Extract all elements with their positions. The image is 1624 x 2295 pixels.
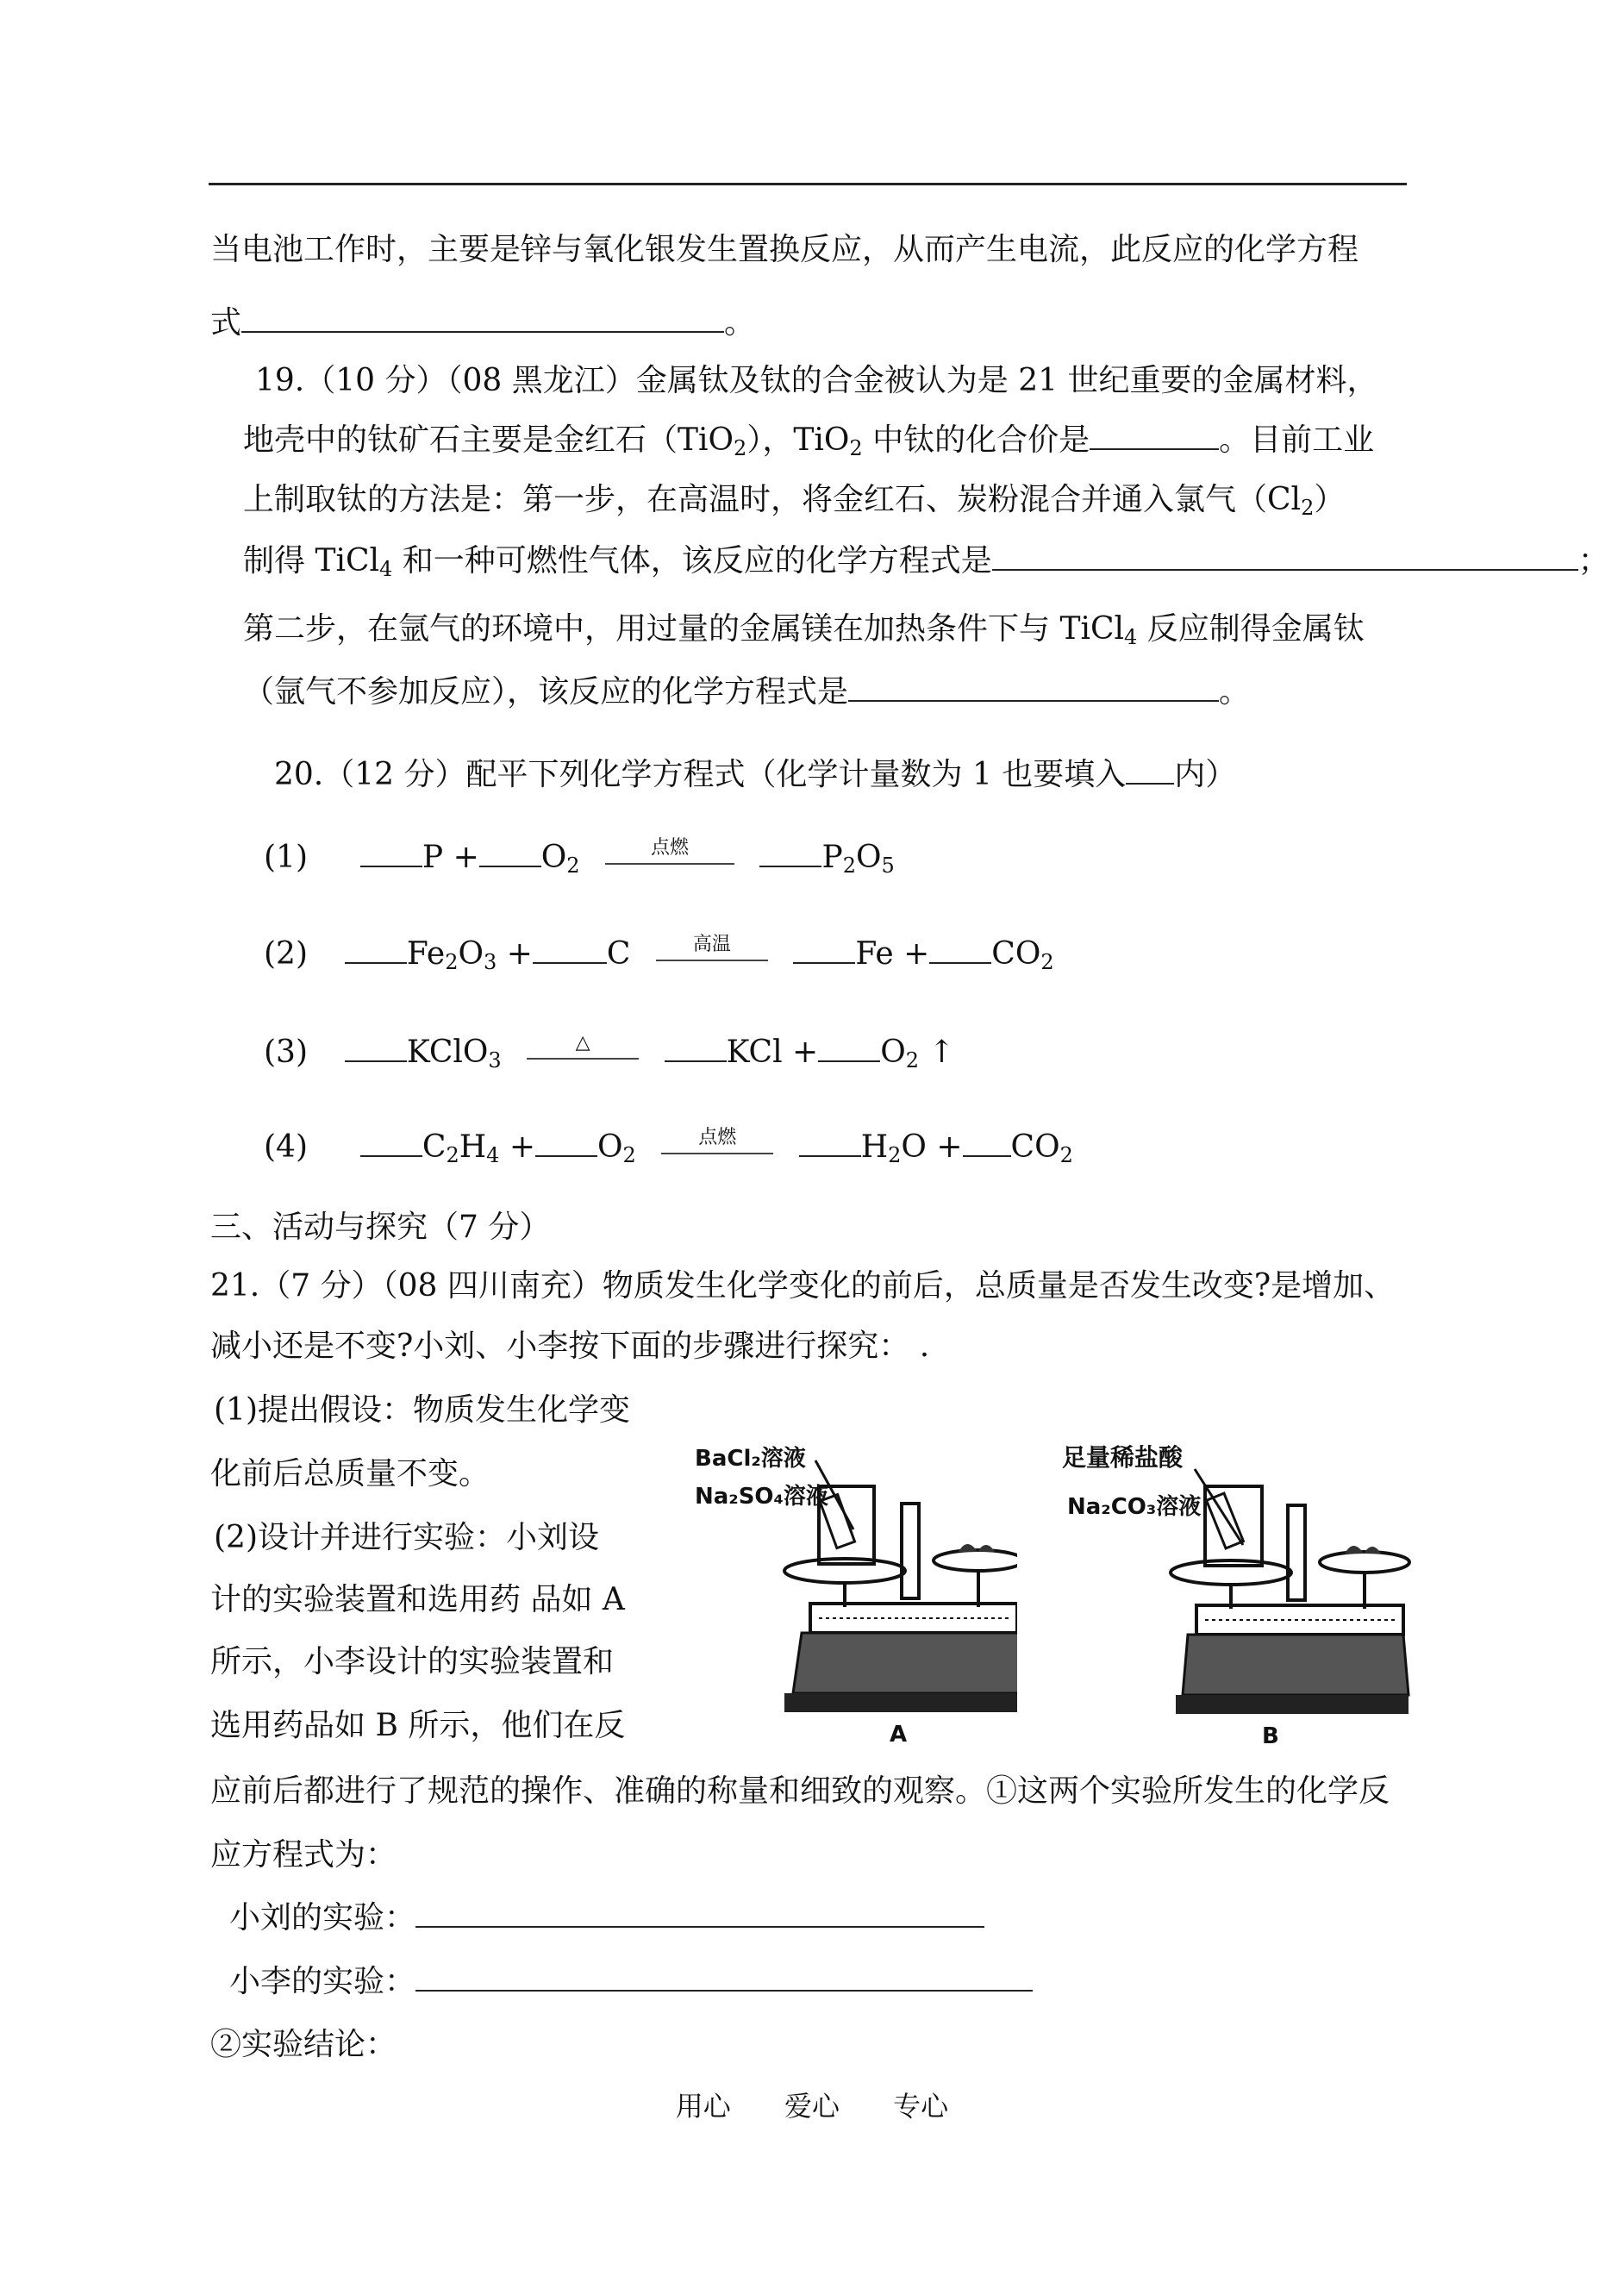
equation-1: (1) $P + O_2$ 点燃 $P_2O_5$ <box>264 837 895 878</box>
q21-li-line: 小李的实验： <box>229 1960 1033 2003</box>
equation-3: (3) KClO$_3$ △ KCl + $O_2$ ↑ <box>264 1032 955 1072</box>
q20-title: 20.（12 分）配平下列化学方程式（化学计量数为 1 也要填入 内） <box>274 754 1236 796</box>
coef-blank[interactable] <box>929 933 991 964</box>
q21-line9: 应前后都进行了规范的操作、准确的称量和细致的观察。①这两个实验所发生的化学反 <box>210 1773 1390 1809</box>
equation-2: (2) $Fe_2O_3 + C$ 高温 $Fe + CO_2$ <box>264 934 1054 974</box>
coef-blank[interactable] <box>360 836 422 867</box>
coef-blank[interactable] <box>818 1031 880 1062</box>
q21-line10: 应方程式为： <box>210 1837 397 1873</box>
coef-blank[interactable] <box>799 1126 861 1157</box>
p1-line2: 式 。 <box>210 302 755 344</box>
q19-line4: 制得 TiCl$_4$ 和一种可燃性气体，该反应的化学方程式是 ； <box>243 540 1609 582</box>
equation-blank-1[interactable] <box>992 540 1578 571</box>
coef-blank[interactable] <box>479 836 541 867</box>
fig-a-label-na2so4: Na₂SO₄溶液 <box>695 1484 828 1510</box>
reaction-condition: 点燃 <box>661 1132 773 1166</box>
liu-equation-blank[interactable] <box>415 1897 984 1928</box>
footer-word: 爱心 <box>784 2090 840 2123</box>
balance-figure-a <box>690 1435 1017 1745</box>
q21-line6: 计的实验装置和选用药 品如 A <box>210 1582 625 1617</box>
q21-liu-line: 小刘的实验： <box>229 1897 984 1939</box>
example-blank <box>1126 754 1174 785</box>
fig-a-caption: A <box>890 1722 908 1745</box>
equation-4: (4) $C_2H_4 + O_2$ 点燃 $H_2O + CO_2$ <box>264 1127 1073 1167</box>
q21-line7: 所示，小李设计的实验装置和 <box>210 1644 615 1679</box>
reaction-condition: 点燃 <box>605 842 734 877</box>
q21-conclusion: ②实验结论： <box>210 2027 397 2062</box>
q19-line2: 地壳中的钛矿石主要是金红石（TiO$_2$），TiO$_2$ 中钛的化合价是 。目前工业 <box>243 419 1374 461</box>
fig-b-label-hcl: 足量稀盐酸 <box>1062 1443 1184 1472</box>
fig-b-caption: B <box>1262 1723 1279 1745</box>
q21-line2: 减小还是不变?小刘、小李按下面的步骤进行探究： . <box>210 1329 930 1364</box>
answer-blank[interactable] <box>241 302 724 333</box>
valence-blank[interactable] <box>1090 419 1219 450</box>
q21-line8: 选用药品如 B 所示，他们在反 <box>210 1708 626 1743</box>
reaction-condition: △ <box>527 1037 639 1072</box>
q19-line1: 19.（10 分）（08 黑龙江）金属钛及钛的合金被认为是 21 世纪重要的金属材料， <box>255 363 1378 398</box>
q21-line3: (1)提出假设：物质发生化学变 <box>214 1392 630 1428</box>
coef-blank[interactable] <box>533 933 607 964</box>
coef-blank[interactable] <box>345 933 407 964</box>
fig-a-label-bacl2: BaCl₂溶液 <box>695 1446 806 1472</box>
header-rule <box>209 183 1407 185</box>
section-3-heading: 三、活动与探究（7 分） <box>210 1210 551 1245</box>
footer-word: 用心 <box>675 2090 731 2123</box>
coef-blank[interactable] <box>665 1031 727 1062</box>
q21-line4: 化前后总质量不变。 <box>210 1456 490 1491</box>
coef-blank[interactable] <box>535 1126 597 1157</box>
q21-line5: (2)设计并进行实验：小刘设 <box>214 1520 599 1555</box>
reaction-condition: 高温 <box>656 939 768 973</box>
q21-line1: 21.（7 分）（08 四川南充）物质发生化学变化的前后，总质量是否发生改变?是增加、 <box>210 1268 1396 1304</box>
footer-word: 专心 <box>893 2090 949 2123</box>
q19-line3: 上制取钛的方法是：第一步，在高温时，将金红石、炭粉混合并通入氯气$(Cl_2)$ <box>243 482 1346 520</box>
page-footer <box>0 2085 1624 2124</box>
q19-line6: （氩气不参加反应），该反应的化学方程式是 。 <box>243 671 1250 713</box>
coef-blank[interactable] <box>360 1126 422 1157</box>
coef-blank[interactable] <box>793 933 855 964</box>
li-equation-blank[interactable] <box>415 1960 1033 1992</box>
coef-blank[interactable] <box>345 1031 407 1062</box>
coef-blank[interactable] <box>963 1126 1011 1157</box>
coef-blank[interactable] <box>759 836 821 867</box>
equation-blank-2[interactable] <box>848 671 1219 702</box>
p1-line1: 当电池工作时，主要是锌与氧化银发生置换反应，从而产生电流，此反应的化学方程 <box>210 232 1359 267</box>
balance-figure-b <box>1059 1435 1412 1745</box>
q19-line5: 第二步，在氩气的环境中，用过量的金属镁在加热条件下与 TiCl$_4$ 反应制得金属钛 <box>243 611 1365 649</box>
fig-b-label-na2co3: Na₂CO₃溶液 <box>1067 1494 1202 1520</box>
